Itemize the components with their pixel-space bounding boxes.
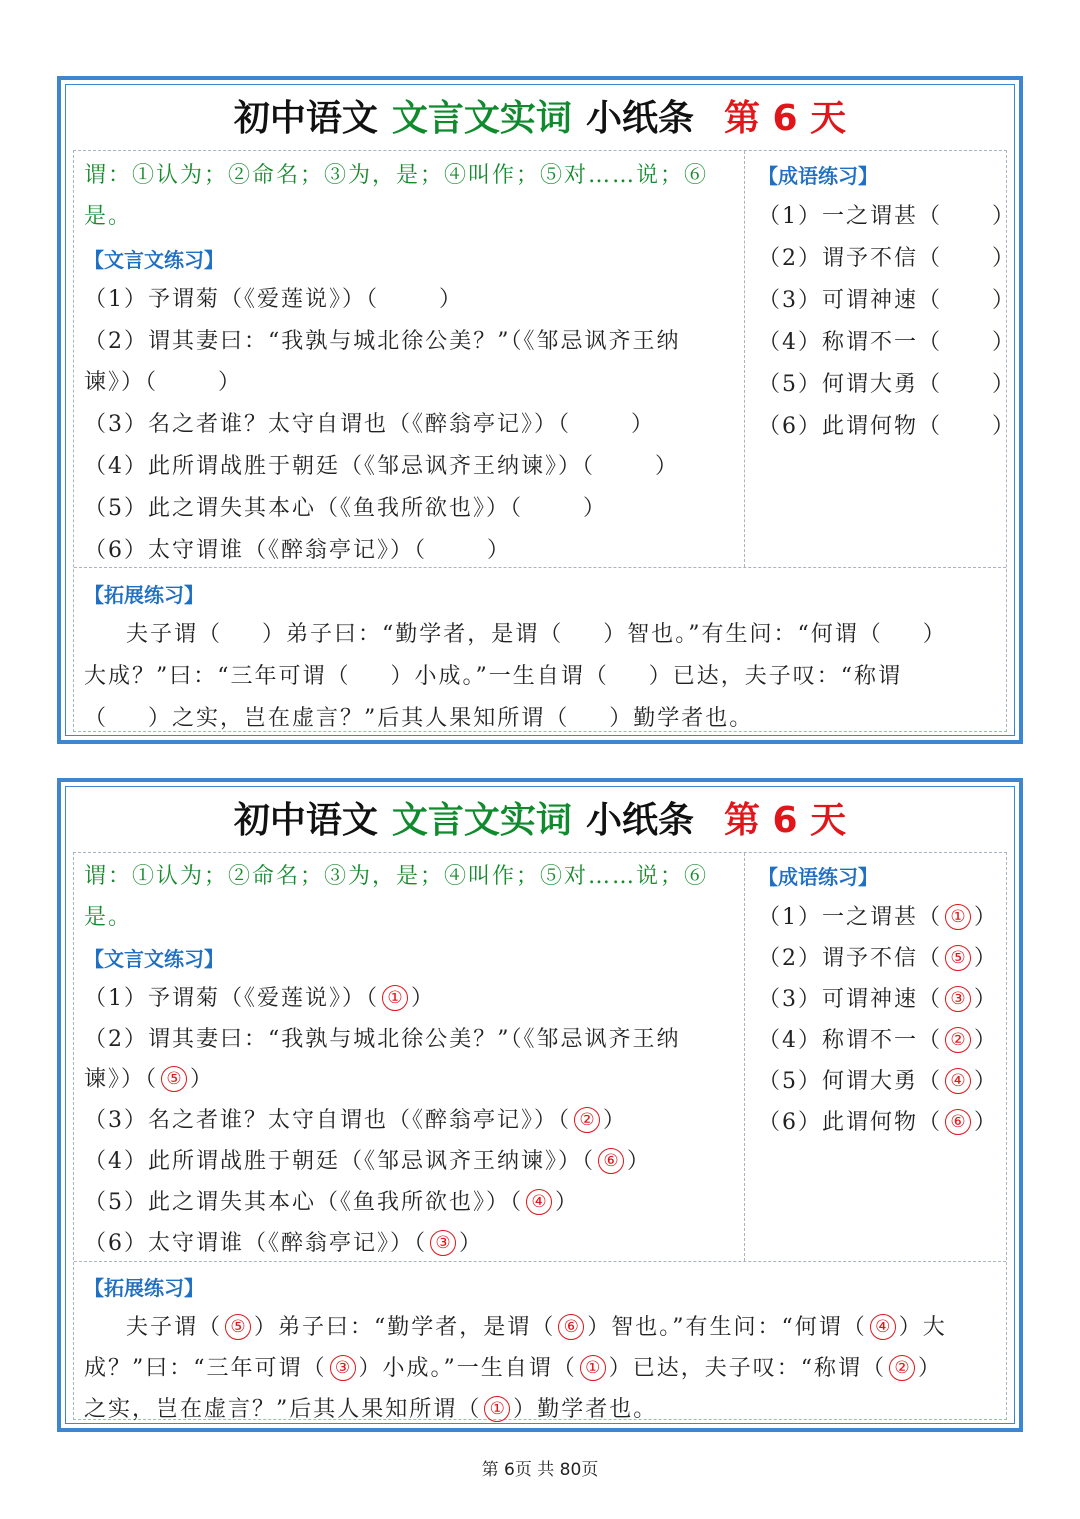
item-text: （6）此谓何物 <box>758 1110 918 1135</box>
chengyu-item-3: （3）可谓神速（ ） <box>758 288 1017 313</box>
answer-circle: ③ <box>330 1355 356 1381</box>
text: 夫子谓（ <box>126 622 223 647</box>
text: ） <box>922 622 947 647</box>
wenyan-section-title: 【文言文练习】 <box>84 947 224 971</box>
item-text: （3）名之者谁？太守自谓也（《醉翁亭记》） <box>84 1108 558 1133</box>
tuozhan-section-title: 【拓展练习】 <box>84 1276 204 1300</box>
text: ）勤学者也。 <box>513 1397 658 1422</box>
title-type: 小纸条 <box>585 800 694 841</box>
answer-circle: ⑤ <box>225 1314 251 1340</box>
title-day: 第 6 天 <box>723 98 847 139</box>
item-text: （5）何谓大勇 <box>758 1069 918 1094</box>
answer-circle: ⑥ <box>945 1109 971 1135</box>
item-text: 谏》） <box>84 370 146 395</box>
answer-circle: ① <box>580 1355 606 1381</box>
answer-card <box>57 778 1023 1432</box>
card-title <box>61 790 1019 852</box>
definition-line-1: 谓：①认为；②命名；③为，是；④叫作；⑤对……说；⑥ <box>84 864 709 889</box>
wenyan-answer-1: （1）予谓菊（《爱莲说》）（ ① ） <box>84 986 436 1011</box>
content-frame <box>73 150 1017 732</box>
answer-circle: ⑥ <box>598 1148 624 1174</box>
column-divider <box>744 151 745 567</box>
tuozhan-answer-line-3 <box>84 1395 657 1425</box>
answer-circle: ⑤ <box>945 945 971 971</box>
row-divider <box>74 567 1006 568</box>
question-card <box>57 76 1023 744</box>
item-text: （5）此之谓失其本心（《鱼我所欲也》） <box>84 1190 510 1215</box>
tuozhan-line-3 <box>84 704 753 734</box>
text: ）之实，岂在虚言？”后其人果知所谓（ <box>148 706 570 731</box>
item-text: （1）予谓菊（《爱莲说》） <box>84 986 366 1011</box>
chengyu-section-title: 【成语练习】 <box>758 164 878 188</box>
wenyan-item-2-cont: 谏》）（ ） <box>84 370 243 395</box>
item-text: （4）称谓不一 <box>758 330 918 355</box>
wenyan-answer-2-cont: 谏》）（ ⑤ ） <box>84 1067 215 1092</box>
answer-circle: ② <box>945 1027 971 1053</box>
item-text: 谏》） <box>84 1067 146 1092</box>
wenyan-item-2: （2）谓其妻曰：“我孰与城北徐公美？”（《邹忌讽齐王纳 <box>84 329 681 354</box>
item-text: （3）可谓神速 <box>758 288 918 313</box>
chengyu-answer-6: （6）此谓何物（ ⑥ ） <box>758 1110 999 1135</box>
item-text: （5）此之谓失其本心（《鱼我所欲也》） <box>84 496 510 521</box>
wenyan-answer-5: （5）此之谓失其本心（《鱼我所欲也》）（ ④ ） <box>84 1190 580 1215</box>
text: 夫子谓（ <box>126 1315 223 1340</box>
item-text: （4）称谓不一 <box>758 1028 918 1053</box>
text: ）小成。”一生自谓（ <box>390 664 609 689</box>
item-text: （5）何谓大勇 <box>758 372 918 397</box>
wenyan-item-1: （1）予谓菊（《爱莲说》）（ ） <box>84 287 464 312</box>
answer-circle: ② <box>574 1107 600 1133</box>
text: ）勤学者也。 <box>609 706 754 731</box>
item-text: （2）谓予不信 <box>758 946 918 971</box>
chengyu-item-1: （1）一之谓甚（ ） <box>758 204 1017 229</box>
column-divider <box>744 853 745 1261</box>
answer-circle: ⑤ <box>161 1066 187 1092</box>
chengyu-answer-2: （2）谓予不信（ ⑤ ） <box>758 946 999 971</box>
definition-line-2: 是。 <box>84 204 133 229</box>
text: ） <box>918 1356 943 1381</box>
text: （ <box>84 706 109 731</box>
answer-circle: ① <box>484 1396 510 1422</box>
item-text: （4）此所谓战胜于朝廷（《邹忌讽齐王纳谏》） <box>84 454 582 479</box>
text: ）已达，夫子叹：“称谓（ <box>608 1356 886 1381</box>
title-topic: 文言文实词 <box>391 800 572 841</box>
wenyan-answer-4: （4）此所谓战胜于朝廷（《邹忌讽齐王纳谏》）（ ⑥ ） <box>84 1149 652 1174</box>
wenyan-answer-6: （6）太守谓谁（《醉翁亭记》）（ ③ ） <box>84 1231 484 1256</box>
text: 大成？”曰：“三年可谓（ <box>84 664 351 689</box>
chengyu-answer-5: （5）何谓大勇（ ④ ） <box>758 1069 999 1094</box>
wenyan-item-4: （4）此所谓战胜于朝廷（《邹忌讽齐王纳谏》）（ ） <box>84 454 680 479</box>
item-text: （4）此所谓战胜于朝廷（《邹忌讽齐王纳谏》） <box>84 1149 582 1174</box>
card-title <box>61 88 1019 150</box>
text: ）大 <box>898 1315 947 1340</box>
item-text: （3）名之者谁？太守自谓也（《醉翁亭记》） <box>84 412 558 437</box>
title-subject: 初中语文 <box>233 98 378 139</box>
wenyan-item-3: （3）名之者谁？太守自谓也（《醉翁亭记》）（ ） <box>84 412 656 437</box>
text: ）智也。”有生问：“何谓（ <box>603 622 883 647</box>
answer-circle: ③ <box>945 986 971 1012</box>
chengyu-answer-1: （1）一之谓甚（ ① ） <box>758 905 999 930</box>
tuozhan-answer-line-2 <box>84 1354 942 1384</box>
answer-circle: ⑥ <box>558 1314 584 1340</box>
chengyu-item-4: （4）称谓不一（ ） <box>758 330 1017 355</box>
wenyan-answer-3: （3）名之者谁？太守自谓也（《醉翁亭记》）（ ② ） <box>84 1108 628 1133</box>
tuozhan-line-1 <box>126 620 947 650</box>
chengyu-section-title: 【成语练习】 <box>758 865 878 889</box>
chengyu-answer-3: （3）可谓神速（ ③ ） <box>758 987 999 1012</box>
chengyu-item-2: （2）谓予不信（ ） <box>758 246 1017 271</box>
content-frame <box>73 852 1007 1420</box>
text: 之实，岂在虚言？”后其人果知所谓（ <box>84 1397 482 1422</box>
tuozhan-answer-line-1 <box>126 1313 947 1343</box>
answer-circle: ① <box>382 985 408 1011</box>
answer-circle: ④ <box>526 1189 552 1215</box>
text: 成？”曰：“三年可谓（ <box>84 1356 327 1381</box>
page-number: 第 6页 共 80页 <box>481 1460 599 1480</box>
wenyan-item-5: （5）此之谓失其本心（《鱼我所欲也》）（ ） <box>84 496 608 521</box>
item-text: （6）太守谓谁（《醉翁亭记》） <box>84 1231 414 1256</box>
tuozhan-section-title: 【拓展练习】 <box>84 583 204 607</box>
answer-circle: ① <box>945 904 971 930</box>
text: ）智也。”有生问：“何谓（ <box>587 1315 867 1340</box>
item-text: （6）此谓何物 <box>758 414 918 439</box>
row-divider <box>74 1261 1006 1262</box>
item-text: （6）太守谓谁（《醉翁亭记》） <box>84 538 414 563</box>
answer-circle: ② <box>889 1355 915 1381</box>
title-type: 小纸条 <box>585 98 694 139</box>
chengyu-answer-4: （4）称谓不一（ ② ） <box>758 1028 999 1053</box>
text: ）已达，夫子叹：“称谓 <box>648 664 902 689</box>
wenyan-answer-2: （2）谓其妻曰：“我孰与城北徐公美？”（《邹忌讽齐王纳 <box>84 1027 681 1052</box>
wenyan-section-title: 【文言文练习】 <box>84 248 224 272</box>
answer-circle: ③ <box>430 1230 456 1256</box>
title-subject: 初中语文 <box>233 800 378 841</box>
title-day: 第 6 天 <box>723 800 847 841</box>
title-topic: 文言文实词 <box>391 98 572 139</box>
wenyan-item-6: （6）太守谓谁（《醉翁亭记》）（ ） <box>84 538 512 563</box>
chengyu-item-6: （6）此谓何物（ ） <box>758 414 1017 439</box>
item-text: （1）一之谓甚 <box>758 204 918 229</box>
definition-line-1: 谓：①认为；②命名；③为，是；④叫作；⑤对……说；⑥ <box>84 163 709 188</box>
definition-line-2: 是。 <box>84 905 133 930</box>
chengyu-item-5: （5）何谓大勇（ ） <box>758 372 1017 397</box>
answer-circle: ④ <box>870 1314 896 1340</box>
text: ）弟子曰：“勤学者，是谓（ <box>254 1315 556 1340</box>
item-text: （1）予谓菊（《爱莲说》） <box>84 287 366 312</box>
answer-circle: ④ <box>945 1068 971 1094</box>
item-text: （1）一之谓甚 <box>758 905 918 930</box>
text: ）弟子曰：“勤学者，是谓（ <box>262 622 564 647</box>
item-text: （2）谓予不信 <box>758 246 918 271</box>
text: ）小成。”一生自谓（ <box>358 1356 577 1381</box>
tuozhan-line-2 <box>84 662 902 692</box>
item-text: （3）可谓神速 <box>758 987 918 1012</box>
